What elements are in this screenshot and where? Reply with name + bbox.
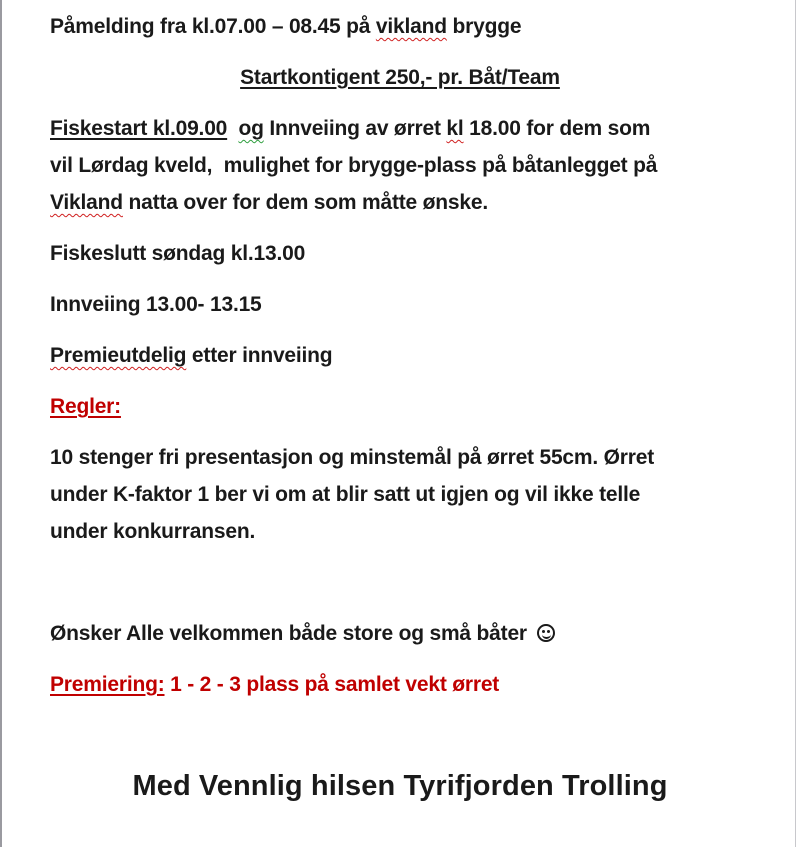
registration-line: Påmelding fra kl.07.00 – 08.45 på vikland brygge	[50, 15, 522, 38]
start-paragraph-line-3: Vikland natta over for dem som måtte ønske.	[50, 191, 488, 214]
page-left-edge	[0, 0, 2, 847]
start-fee-line: Startkontigent 250,- pr. Båt/Team	[240, 66, 560, 89]
rules-heading: Regler:	[50, 395, 121, 418]
start-paragraph-line-1: Fiskestart kl.09.00 og Innveiing av ørret kl 18.00 for dem som	[50, 117, 651, 140]
signature: Med Vennlig hilsen Tyrifjorden Trolling	[132, 770, 668, 802]
fishing-end-line: Fiskeslutt søndag kl.13.00	[50, 242, 306, 265]
smiley-icon	[537, 624, 555, 642]
rules-line-1: 10 stenger fri presentasjon og minstemål på ørret 55cm. Ørret	[50, 446, 655, 469]
prize-ceremony-line: Premieutdelig etter innveiing	[50, 344, 333, 367]
weigh-in-line: Innveiing 13.00- 13.15	[50, 293, 262, 316]
rules-line-3: under konkurransen.	[50, 520, 256, 543]
spellcheck-word: vikland	[375, 15, 447, 38]
welcome-line: Ønsker Alle velkommen både store og små båter	[50, 615, 555, 652]
premiering-line: Premiering: 1 - 2 - 3 plass på samlet vekt ørret	[50, 673, 500, 696]
start-paragraph-line-2: vil Lørdag kveld, mulighet for brygge-plass på båtanlegget på	[50, 154, 658, 177]
rules-line-2: under K-faktor 1 ber vi om at blir satt ut igjen og vil ikke telle	[50, 483, 641, 506]
